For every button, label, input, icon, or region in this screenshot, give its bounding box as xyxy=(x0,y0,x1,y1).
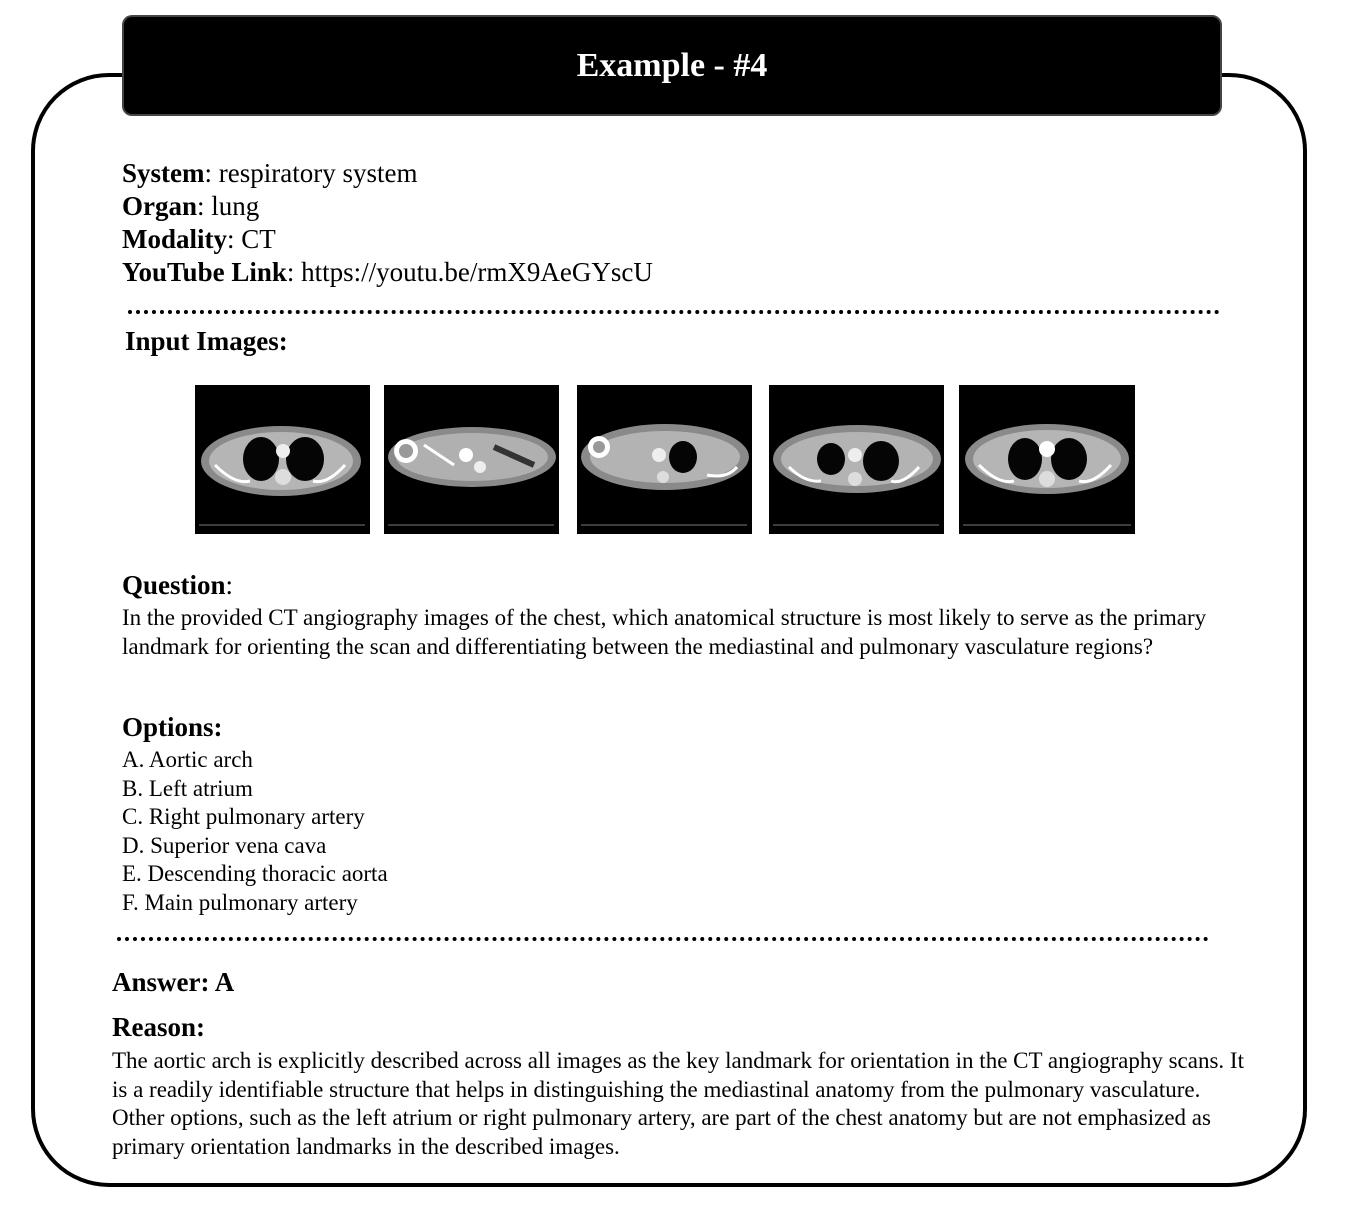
organ-label: Organ xyxy=(122,191,198,221)
options-list xyxy=(122,746,388,918)
option-e: E. Descending thoracic aorta xyxy=(122,861,388,887)
example-title: Example - #4 xyxy=(576,46,768,84)
modality-value: : CT xyxy=(227,224,276,254)
options-heading: Options: xyxy=(122,712,223,742)
input-images-strip xyxy=(195,385,1135,534)
modality-row xyxy=(122,223,653,256)
system-label: System xyxy=(122,158,205,188)
youtube-row xyxy=(122,256,653,289)
modality-label: Modality xyxy=(122,224,227,254)
question-heading-colon: : xyxy=(225,570,234,600)
option-c: C. Right pulmonary artery xyxy=(122,804,365,830)
ct-scan-5 xyxy=(959,385,1135,534)
organ-value: : lung xyxy=(197,191,260,221)
dotted-divider-top xyxy=(128,310,1220,314)
organ-row xyxy=(122,190,653,223)
dotted-divider-bottom xyxy=(117,937,1209,941)
example-title-bar xyxy=(122,15,1222,116)
ct-scan-1 xyxy=(195,385,370,534)
reason-heading: Reason: xyxy=(112,1012,205,1042)
ct-scan-3 xyxy=(577,385,752,534)
input-images-heading: Input Images: xyxy=(125,326,288,356)
system-row xyxy=(122,157,653,190)
option-d: D. Superior vena cava xyxy=(122,832,327,858)
ct-scan-4 xyxy=(769,385,944,534)
ct-scan-2 xyxy=(384,385,559,534)
reason-text: The aortic arch is explicitly described across all images as the key landmark for orientation in the CT angiography scans. It is a readily identifiable structure that helps in distinguishing the mediastinal anatomy from the pulmonary vasculature. Other options, such as the left atrium or right pulmonary artery, are part of the chest anatomy but are not emphasized as primary orientation landmarks in the described images. xyxy=(112,1048,1244,1159)
question-text: In the provided CT angiography images of the chest, which anatomical structure is most likely to serve as the primary landmark for orienting the scan and differentiating between the mediastinal and pulmonary vasculature regions? xyxy=(122,605,1207,659)
option-a: A. Aortic arch xyxy=(122,747,253,772)
option-f: F. Main pulmonary artery xyxy=(122,889,358,915)
system-value: : respiratory system xyxy=(204,158,418,188)
metadata-block xyxy=(122,157,653,289)
option-b: B. Left atrium xyxy=(122,775,253,801)
youtube-label: YouTube Link xyxy=(122,257,287,287)
answer: Answer: A xyxy=(112,967,235,997)
youtube-link[interactable]: : https://youtu.be/rmX9AeGYscU xyxy=(286,257,653,287)
question-heading-text: Question xyxy=(122,570,226,600)
question-heading xyxy=(122,570,233,601)
